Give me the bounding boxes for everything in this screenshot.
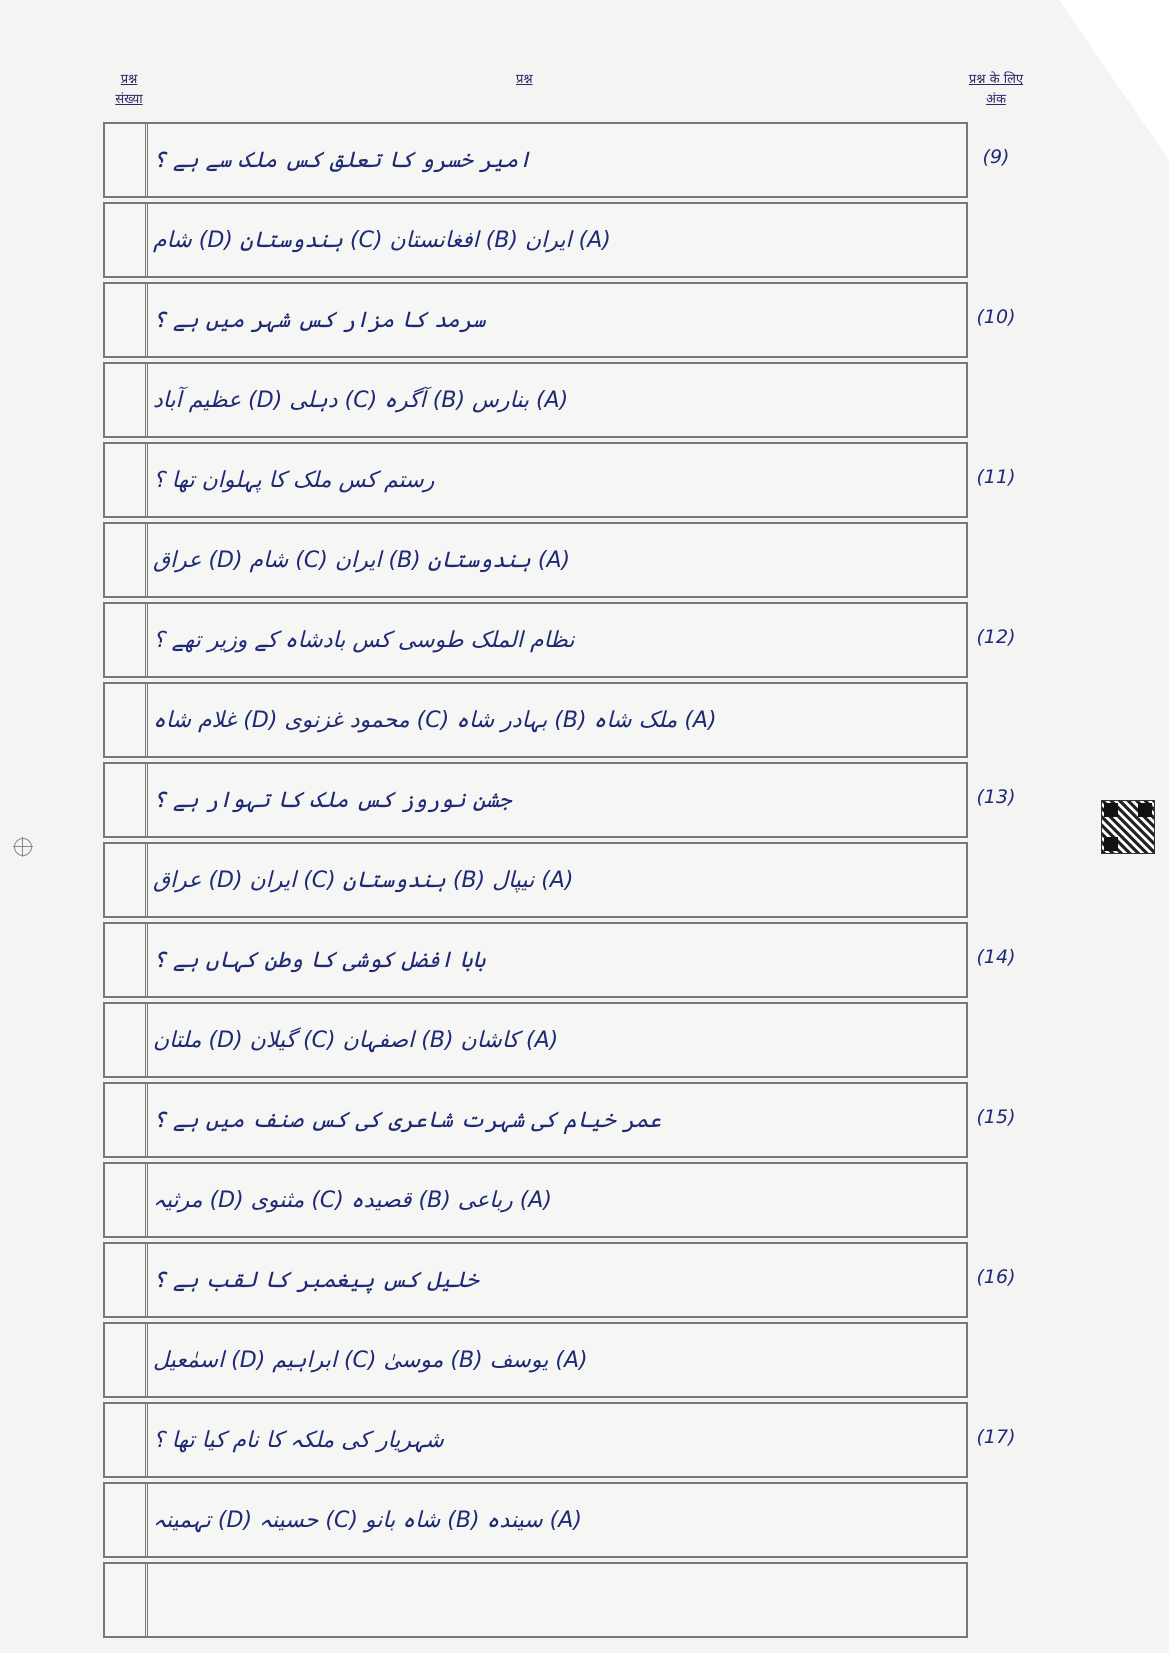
options-row [103, 522, 968, 598]
number-column-cell [105, 1004, 148, 1076]
options-text: (A) ایران (B) افغانستان (C) ہندوستان (D) شام [153, 227, 611, 253]
options-text: (A) سیندہ (B) شاہ بانو (C) حسینہ (D) تہمینہ [153, 1507, 582, 1533]
options-text [153, 1564, 956, 1636]
question-text: نظام الملک طوسی کس بادشاہ کے وزیر تھے ؟ [153, 627, 575, 653]
question-text: بابا افضل کوشی کا وطن کہاں ہے ؟ [153, 947, 486, 973]
number-column-cell [105, 524, 148, 596]
question-number: (11) [976, 466, 1016, 488]
question-number: (17) [976, 1426, 1016, 1448]
options-row [103, 1322, 968, 1398]
question-number: (16) [976, 1266, 1016, 1288]
question-number: (12) [976, 626, 1016, 648]
number-column-cell [105, 204, 148, 276]
number-column-cell [105, 1484, 148, 1556]
question-number: (9) [982, 146, 1010, 168]
options-row [103, 362, 968, 438]
folded-corner [1059, 0, 1169, 160]
header-question: प्रश्न [516, 72, 533, 87]
question-row [103, 282, 968, 358]
question-number: (15) [976, 1106, 1016, 1128]
question-row [103, 1402, 968, 1478]
number-column-cell [105, 1404, 148, 1476]
question-text: خلیل کس پیغمبر کا لقب ہے ؟ [153, 1267, 479, 1293]
question-number: (13) [976, 786, 1016, 808]
number-column-cell [105, 284, 148, 356]
number-column-cell [105, 924, 148, 996]
options-row [103, 1002, 968, 1078]
question-number: (14) [976, 946, 1016, 968]
question-number: (10) [976, 306, 1016, 328]
number-column-cell [105, 444, 148, 516]
question-text: عمر خیام کی شہرت شاعری کی کس صنف میں ہے ؟ [153, 1107, 662, 1133]
options-text: (A) بنارس (B) آگرہ (C) دہلی (D) عظیم آباد [153, 387, 569, 413]
options-text: (A) نیپال (B) ہندوستان (C) ایران (D) عراق [153, 867, 574, 893]
options-row [103, 1482, 968, 1558]
number-column-cell [105, 124, 148, 196]
question-text: شہریار کی ملکہ کا نام کیا تھا ؟ [153, 1427, 444, 1453]
header-marks: प्रश्न के लिए अंक [968, 72, 1024, 107]
registration-mark [14, 838, 32, 856]
number-column-cell [105, 364, 148, 436]
options-row [103, 1162, 968, 1238]
number-column-cell [105, 604, 148, 676]
question-row [103, 762, 968, 838]
question-row [103, 1242, 968, 1318]
question-text: سرمد کا مزار کس شہر میں ہے ؟ [153, 307, 486, 333]
qr-code [1101, 800, 1155, 854]
number-column-cell [105, 844, 148, 916]
options-text: (A) کاشان (B) اصفہان (C) گیلان (D) ملتان [153, 1027, 559, 1053]
options-text: (A) ملک شاہ (B) بہادر شاہ (C) محمود غزنوی (D) غلام شاہ [153, 707, 717, 733]
question-row [103, 602, 968, 678]
number-column-cell [105, 1164, 148, 1236]
question-row [103, 122, 968, 198]
options-row [103, 202, 968, 278]
question-row [103, 922, 968, 998]
options-row [103, 842, 968, 918]
number-column-cell [105, 1084, 148, 1156]
options-row [103, 682, 968, 758]
options-text: (A) ہندوستان (B) ایران (C) شام (D) عراق [153, 547, 571, 573]
question-text: رستم کس ملک کا پہلوان تھا ؟ [153, 467, 435, 493]
question-text: امیر خسرو کا تعلق کس ملک سے ہے ؟ [153, 147, 532, 173]
number-column-cell [105, 1564, 148, 1636]
number-column-cell [105, 1244, 148, 1316]
options-text: (A) یوسف (B) موسیٰ (C) ابراہیم (D) اسمٰعیل [153, 1347, 588, 1373]
header-question-number: प्रश्न संख्या [115, 72, 143, 107]
options-row [103, 1562, 968, 1638]
number-column-cell [105, 684, 148, 756]
number-column-cell [105, 1324, 148, 1396]
question-row [103, 442, 968, 518]
options-text: (A) رباعی (B) قصیدہ (C) مثنوی (D) مرثیہ [153, 1187, 552, 1213]
question-text: جشن نوروز کس ملک کا تہوار ہے ؟ [153, 787, 512, 813]
question-row [103, 1082, 968, 1158]
number-column-cell [105, 764, 148, 836]
